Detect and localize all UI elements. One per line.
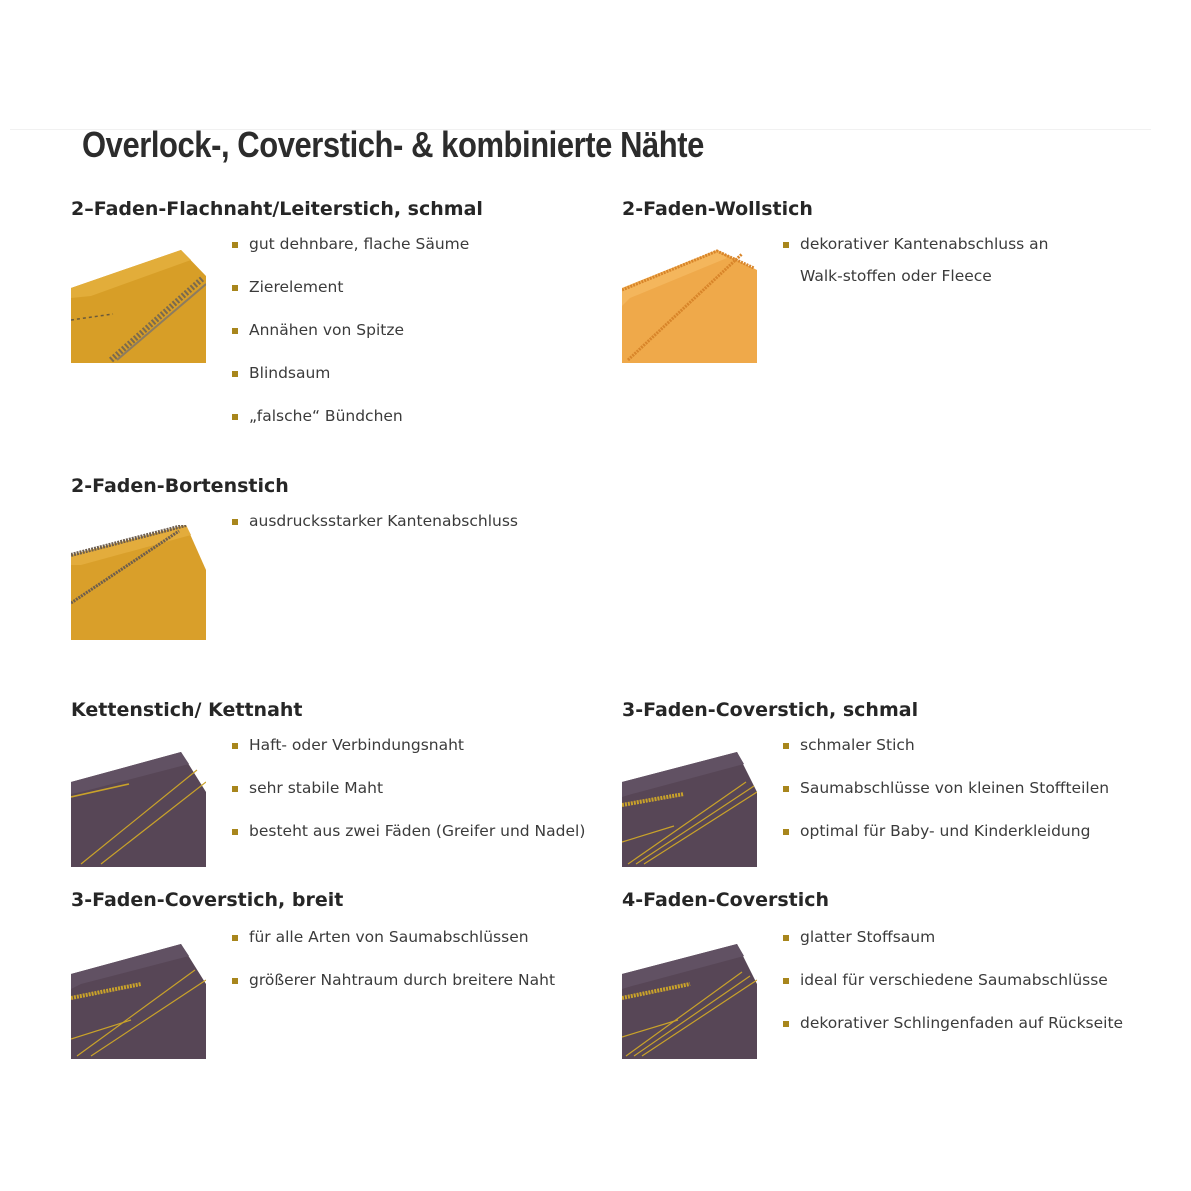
list-item: Annähen von Spitze <box>232 314 469 346</box>
list-item: Zierelement <box>232 271 469 303</box>
stitch-section-3-faden-coverstich-breit <box>71 889 591 1059</box>
stitch-section-4-faden-coverstich <box>622 889 1182 1059</box>
list-item: für alle Arten von Saumabschlüssen <box>232 921 555 953</box>
stitch-section-2-faden-flachnaht <box>71 198 591 448</box>
list-item: sehr stabile Maht <box>232 772 585 804</box>
section-title: 3-Faden-Coverstich, breit <box>71 889 344 911</box>
list-item: „falsche“ Bündchen <box>232 400 469 432</box>
stitch-sample-image <box>71 752 206 867</box>
list-item: schmaler Stich <box>783 729 1109 761</box>
list-item: optimal für Baby- und Kinderkleidung <box>783 815 1109 847</box>
page-title: Overlock-, Coverstich- & kombinierte Nähte <box>82 124 704 165</box>
list-item: Saumabschlüsse von kleinen Stoffteilen <box>783 772 1109 804</box>
stitch-section-2-faden-wollstich <box>622 198 1142 378</box>
list-item: gut dehnbare, flache Säume <box>232 228 469 260</box>
list-item: dekorativer Schlingenfaden auf Rückseite <box>783 1007 1123 1039</box>
section-title: 3-Faden-Coverstich, schmal <box>622 699 919 721</box>
list-item: dekorativer Kantenabschluss an Walk-stoffen oder Fleece <box>783 228 1083 292</box>
stitch-sample-image <box>71 525 206 640</box>
list-item: besteht aus zwei Fäden (Greifer und Nadel) <box>232 815 585 847</box>
stitch-sample-image <box>71 248 206 363</box>
list-item: größerer Nahtraum durch breitere Naht <box>232 964 555 996</box>
list-item: Haft- oder Verbindungsnaht <box>232 729 585 761</box>
list-item: glatter Stoffsaum <box>783 921 1123 953</box>
section-title: Kettenstich/ Kettnaht <box>71 699 303 721</box>
stitch-sample-image <box>622 752 757 867</box>
stitch-section-kettenstich <box>71 699 591 869</box>
section-title: 2-Faden-Wollstich <box>622 198 813 220</box>
section-title: 4-Faden-Coverstich <box>622 889 830 911</box>
list-item: Blindsaum <box>232 357 469 389</box>
stitch-section-2-faden-bortenstich <box>71 475 591 645</box>
stitch-sample-image <box>622 248 757 363</box>
list-item: ideal für verschiedene Saumabschlüsse <box>783 964 1123 996</box>
stitch-section-3-faden-coverstich-schmal <box>622 699 1142 869</box>
list-item: ausdrucksstarker Kantenabschluss <box>232 505 518 537</box>
stitch-sample-image <box>71 944 206 1059</box>
stitch-sample-image <box>622 944 757 1059</box>
section-title: 2-Faden-Bortenstich <box>71 475 289 497</box>
section-title: 2–Faden-Flachnaht/Leiterstich, schmal <box>71 198 483 220</box>
